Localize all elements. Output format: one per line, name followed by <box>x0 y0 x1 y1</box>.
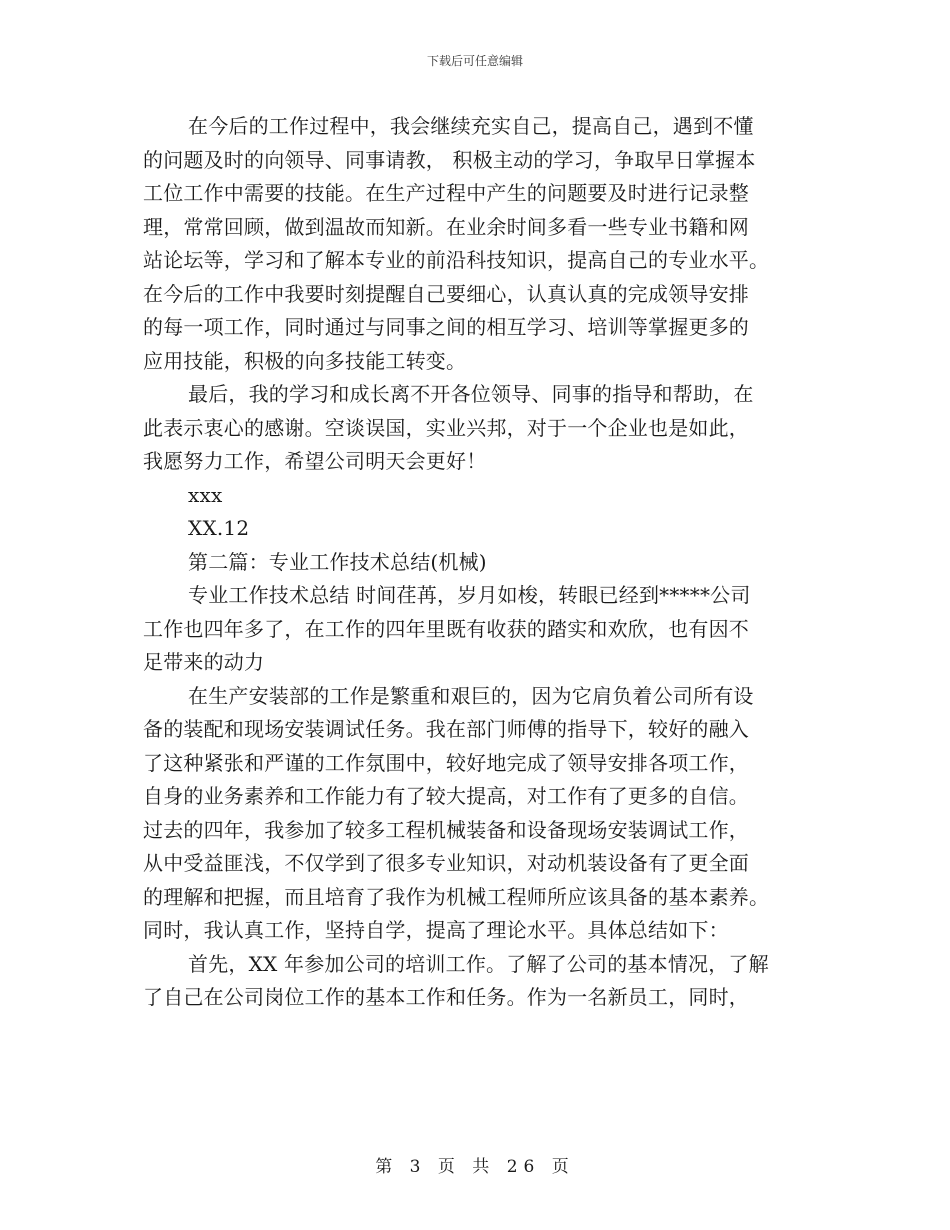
text-line: 了自己在公司岗位工作的基本工作和任务。作为一名新员工，同时， <box>143 985 749 1009</box>
text-line: 应用技能，积极的向多技能工转变。 <box>143 348 467 373</box>
text-line: 足带来的动力 <box>143 650 265 674</box>
text-line: 理，常常回顾，做到温故而知新。在业余时间多看一些专业书籍和网 <box>143 214 749 239</box>
text-line: 同时，我认真工作，坚持自学，提高了理论水平。具体总结如下： <box>143 918 729 942</box>
text-line: 的每一项工作，同时通过与同事之间的相互学习、培训等掌握更多的 <box>143 315 749 339</box>
header-note: 下载后可任意编辑 <box>426 54 523 68</box>
text-line: 在生产安装部的工作是繁重和艰巨的，因为它肩负着公司所有设 <box>188 683 754 708</box>
document-body <box>143 110 808 1015</box>
text-line: 在今后的工作中我要时刻提醒自己要细心，认真认真的完成领导安排 <box>143 281 749 306</box>
text-line: 的问题及时的向领导、同事请教， 积极主动的学习，争取早日掌握本 <box>143 147 756 172</box>
text-line: 我愿努力工作，希望公司明天会更好！ <box>143 449 487 473</box>
text-line: 在今后的工作过程中，我会继续充实自己，提高自己，遇到不懂 <box>188 114 754 138</box>
page-footer: 第 3 页 共 26 页 <box>375 1157 575 1177</box>
text-line: 备的装配和现场安装调试任务。我在部门师傅的指导下，较好的融入 <box>143 717 749 741</box>
text-line: 的理解和把握，而且培育了我作为机械工程师所应该具备的基本素养。 <box>143 884 770 909</box>
text-line: 从中受益匪浅，不仅学到了很多专业知识，对动机装设备有了更全面 <box>143 851 749 875</box>
text-line: 专业工作技术总结 时间荏苒，岁月如梭，转眼已经到*****公司 <box>188 583 751 607</box>
text-line: 第二篇：专业工作技术总结(机械) <box>188 549 487 574</box>
text-line: 自身的业务素养和工作能力有了较大提高，对工作有了更多的自信。 <box>143 784 749 808</box>
text-line: 过去的四年，我参加了较多工程机械装备和设备现场安装调试工作， <box>143 817 749 842</box>
text-line: 工位工作中需要的技能。在生产过程中产生的问题要及时进行记录整 <box>143 181 749 205</box>
text-line: 了这种紧张和严谨的工作氛围中，较好地完成了领导安排各项工作， <box>143 750 749 775</box>
text-line: 最后，我的学习和成长离不开各位领导、同事的指导和帮助，在 <box>188 382 754 406</box>
text-line: xxx <box>188 482 223 507</box>
text-line: 工作也四年多了，在工作的四年里既有收获的踏实和欢欣，也有因不 <box>143 616 749 641</box>
text-line: 站论坛等，学习和了解本专业的前沿科技知识，提高自己的专业水平。 <box>143 248 770 272</box>
text-line: XX.12 <box>188 516 250 540</box>
text-line: 此表示衷心的感谢。空谈误国，实业兴邦，对于一个企业也是如此， <box>143 415 749 440</box>
text-line: 首先，XX 年参加公司的培训工作。了解了公司的基本情况，了解 <box>188 951 769 976</box>
